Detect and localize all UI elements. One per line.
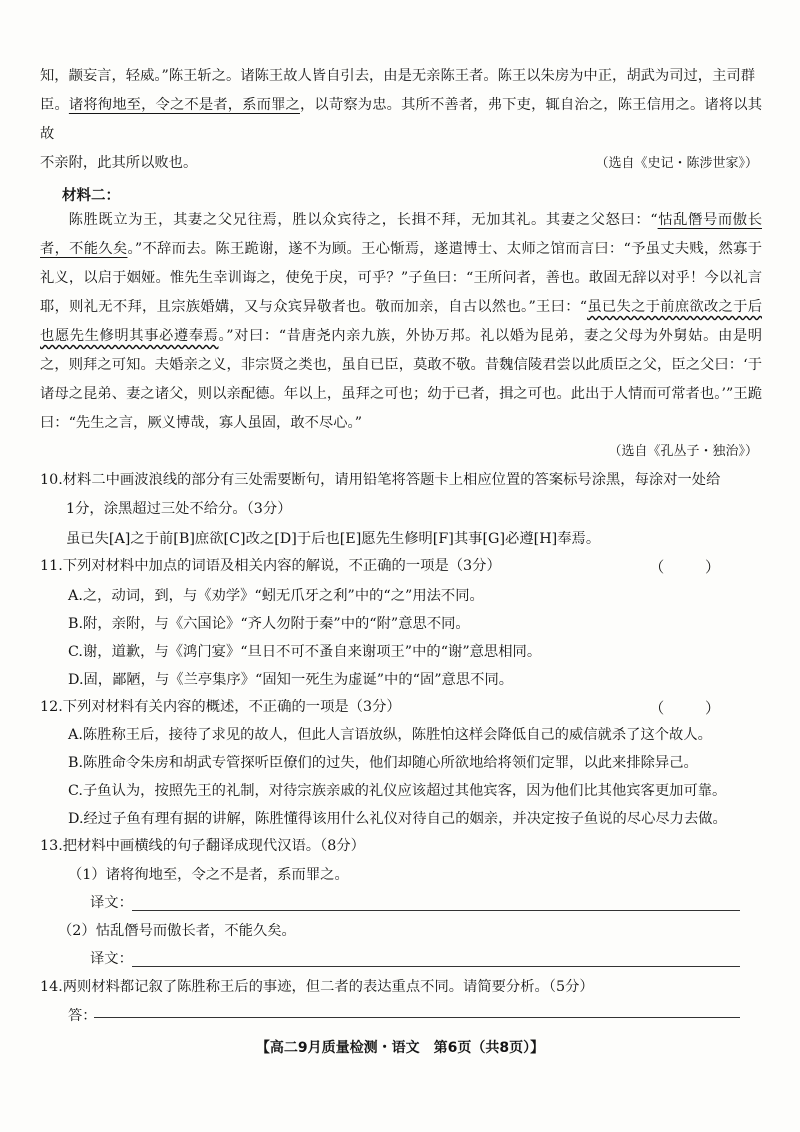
q14-stem: 14.两则材料都记叙了陈胜称王后的事迹，但二者的表达重点不同。请简要分析。（5分） — [40, 979, 594, 995]
material2-source: （选自《孔丛子・独治》） — [608, 444, 758, 459]
material2-heading: 材料二： — [62, 187, 120, 204]
q13-answer-line-2[interactable] — [132, 966, 740, 967]
q11-answer-paren[interactable]: （ ） — [649, 558, 738, 576]
q11-stem: 11.下列对材料中加点的词语及相关内容的解说，不正确的一项是（3分） — [40, 558, 501, 574]
underlined-sentence-2: 怙乱僭号而傲长者，不能久矣 — [40, 212, 762, 257]
q12-stem: 12.下列对材料有关内容的概述，不正确的一项是（3分） — [40, 699, 401, 715]
q13-translation-label-1: 译文： — [90, 895, 133, 911]
q12-option-d: D.经过子鱼有理有据的讲解，陈胜懂得该用什么礼仪对待自己的姻亲，并决定按子鱼说的尽心尽力去做。 — [68, 811, 727, 827]
q14-answer-line[interactable] — [94, 1017, 740, 1018]
q11-option-d: D.固，鄙陋，与《兰亭集序》“固知一死生为虚诞”中的“固”意思不同。 — [68, 672, 514, 688]
q12-answer-paren[interactable]: （ ） — [649, 699, 738, 717]
q13-stem: 13.把材料中画横线的句子翻译成现代汉语。（8分） — [40, 838, 365, 854]
q12-option-c: C.子鱼认为，按照先王的礼制，对待宗族亲戚的礼仪应该超过其他宾客，因为他们比其他宾客更加可靠。 — [68, 783, 727, 799]
q12-option-b: B.陈胜命令朱房和胡武专管探听臣僚们的过失，他们却随心所欲地给将领们定罪，以此来排除异己。 — [68, 755, 698, 771]
q11-option-b: B.附，亲附，与《六国论》“齐人勿附于秦”中的“附”意思不同。 — [68, 616, 470, 632]
q13-answer-line-1[interactable] — [132, 910, 740, 911]
q10-options: 虽已失[A]之于前[B]庶欲[C]改之[D]于后也[E]愿先生修明[F]其事[G]必遵[H]奉焉。 — [66, 531, 601, 547]
q10-stem-line1: 10.材料二中画波浪线的部分有三处需要断句，请用铅笔将答题卡上相应位置的答案标号涂黑，每涂对一处给 — [40, 472, 721, 488]
material2-text: 陈胜既立为王，其妻之父兄往焉，胜以众宾待之，长揖不拜，无加其礼。其妻之父怒曰：“怙乱僭号而傲长者，不能久矣。”不辞而去。陈王跪谢，遂不为顾。王心惭焉，遂遣博士、太师之馆而言曰：“予虽丈夫贱，然寡于礼义，以启于姻娅。惟先生幸训诲之，使免于戾，可乎？”子鱼曰：“王所问者，善也。敢固无辞以对乎！今以礼言耶，则礼无不拜，且宗族婚媾，又与众宾异敬者也。敬而加亲，自古以然也。”王曰：“虽已失之于前庶欲改之于后也愿先生修明其事必遵奉焉。”对曰：“昔唐尧内亲九族，外协万邦。礼以婚为昆弟，妻之父母为外舅姑。由是明之，则拜之可知。夫婚亲之义，非宗贤之类也，虽自已臣，莫敢不敬。昔魏信陵君尝以此质臣之父，臣之父曰：‘于诸母之昆弟、妻之诸父，则以亲配德。年以上，虽拜之可也；幼于已者，揖之可也。此出于人情而可常者也。’”王跪曰：“先生之言，厥义博哉，寡人虽固，敢不尽心。” — [40, 212, 763, 431]
q13-sentence-1: （1）诸将徇地至，令之不是者，系而罪之。 — [68, 867, 349, 883]
material1-line3: 不亲附，此其所以败也。 — [40, 155, 198, 171]
material1-source: （选自《史记・陈涉世家》） — [595, 156, 758, 171]
page-footer: 【高二9月质量检测・语文 第6页（共8页）】 — [255, 1040, 545, 1056]
q12-option-a: A.陈胜称王后，接待了求见的故人，但此人言语放纵，陈胜怕这样会降低自己的威信就杀了这个故人。 — [68, 727, 712, 743]
q14-answer-label: 答： — [68, 1008, 97, 1024]
underlined-sentence-1: 诸将徇地至，令之不是者，系而罪之 — [68, 97, 300, 113]
q11-option-a: A.之，动词，到，与《劝学》“蚓无爪牙之利”中的“之”用法不同。 — [68, 588, 484, 604]
q10-stem-line2: 1分，涂黑超过三处不给分。（3分） — [66, 501, 292, 517]
wavy-underlined-passage: 虽已失之于前庶欲改之于后也愿先生修明其事必遵奉焉 — [40, 299, 762, 344]
q11-option-c: C.谢，道歉，与《鸿门宴》“旦日不可不蚤自来谢项王”中的“谢”意思相同。 — [68, 644, 542, 660]
q13-translation-label-2: 译文： — [90, 951, 133, 967]
material1-line1: 知，颛妄言，轻威。”陈王斩之。诸陈王故人皆自引去，由是无亲陈王者。陈王以朱房为中正，胡武为司过，主司群 — [40, 68, 755, 84]
q13-sentence-2: （2）怙乱僭号而傲长者，不能久矣。 — [58, 923, 296, 939]
material1-line2: 臣。诸将徇地至，令之不是者，系而罪之，以苛察为忠。其所不善者，弗下吏，辄自治之，陈王信用之。诸将以其故 — [40, 97, 763, 142]
